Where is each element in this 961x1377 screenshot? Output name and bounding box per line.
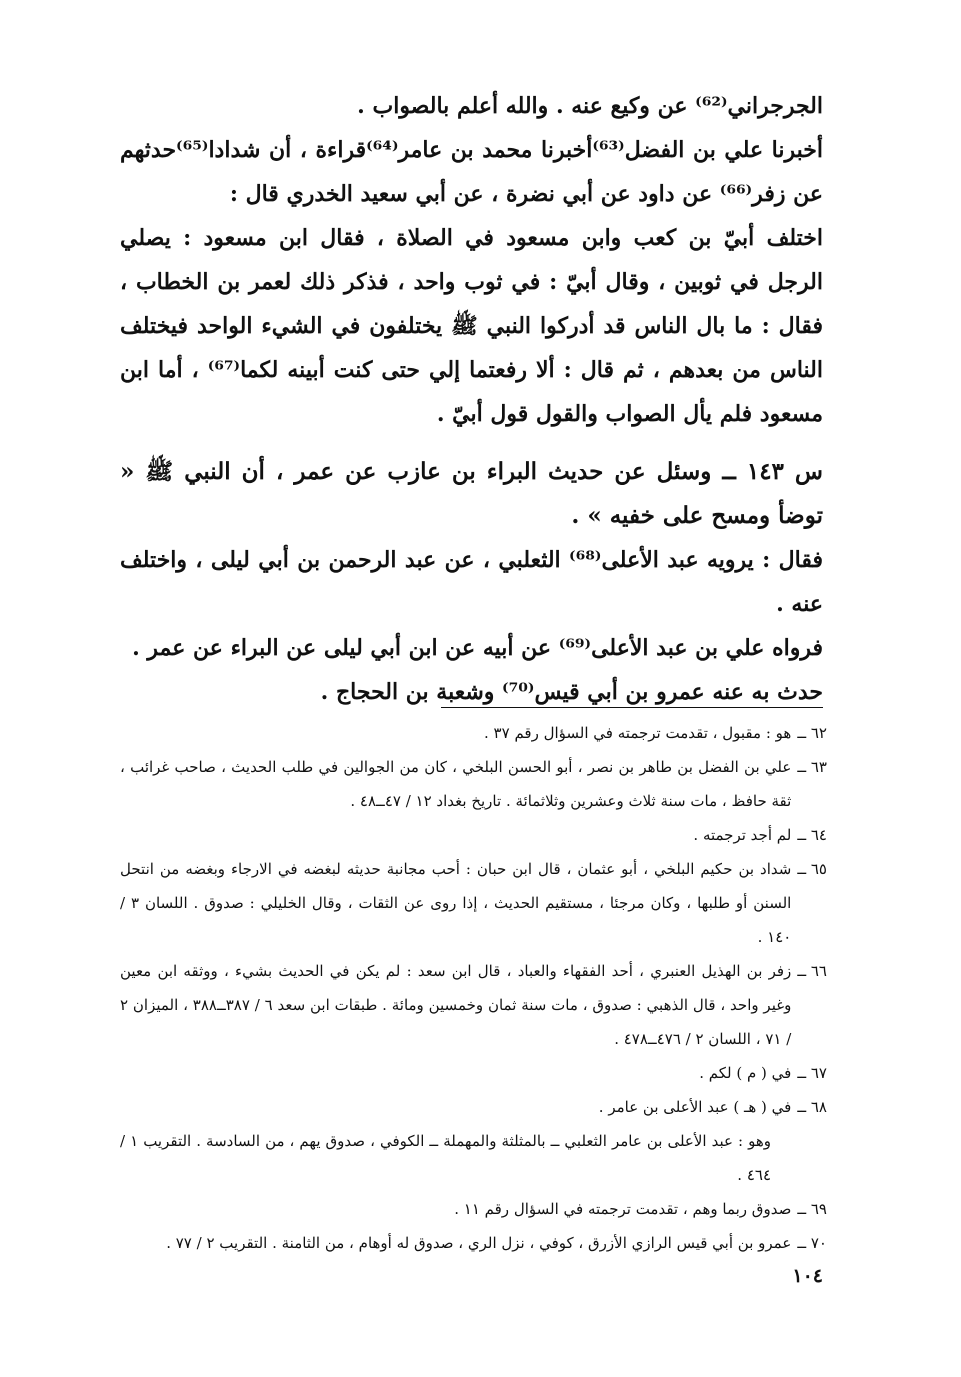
footnote-68-continuation bbox=[120, 1124, 827, 1192]
footnote-number: ٦٨ ــ bbox=[797, 1098, 827, 1116]
footnote-66 bbox=[120, 954, 827, 1056]
footnote-number: ٦٢ ــ bbox=[797, 724, 827, 742]
footnote-70 bbox=[120, 1226, 827, 1260]
paragraph-1: الجرجراني⁽⁶²⁾ عن وكيع عنه . والله أعلم بالصواب . bbox=[357, 93, 823, 119]
footnote-text: في ( م ) لكم . bbox=[699, 1064, 792, 1082]
footnote-text: عمرو بن أبي قيس الرازي الأزرق ، كوفي ، نزل الري ، صدوق له أوهام ، من الثامنة . التقريب ٢ / ٧٧ . bbox=[166, 1234, 792, 1252]
footnote-number: ٦٦ ــ bbox=[797, 962, 827, 980]
page-number: ١٠٤ bbox=[792, 1265, 823, 1287]
footnote-number: ٦٧ ــ bbox=[797, 1064, 827, 1082]
footnote-69 bbox=[120, 1192, 827, 1226]
footnote-number: ٧٠ ــ bbox=[797, 1234, 827, 1252]
footnote-64 bbox=[120, 818, 827, 852]
footnote-68 bbox=[120, 1090, 827, 1124]
footnote-text: وهو : عبد الأعلى بن عامر الثعلبي ــ بالمثلثة والمهملة ــ الكوفي ، صدوق يهم ، من السادسة . التقريب ١ / ٤٦٤ . bbox=[120, 1132, 771, 1184]
paragraph-2: أخبرنا علي بن الفضل⁽⁶³⁾أخبرنا محمد بن عامر⁽⁶⁴⁾قراءة ، أن شدادا⁽⁶⁵⁾حدثهم عن زفر⁽⁶⁶⁾ عن داود عن أبي نضرة ، عن أبي سعيد الخدري قال : bbox=[120, 137, 823, 207]
footnote-67 bbox=[120, 1056, 827, 1090]
answer-line-2: فرواه علي بن عبد الأعلى⁽⁶⁹⁾ عن أبيه عن ابن أبي ليلى عن البراء عن عمر . bbox=[132, 635, 823, 661]
footnote-text: لم أجد ترجمته . bbox=[693, 826, 792, 844]
footnote-text: زفر بن الهذيل العنبري ، أحد الفقهاء والعباد ، قال ابن سعد : لم يكن في الحديث بشيء ، ووثقه ابن معين وغير واحد ، قال الذهبي : صدوق ، مات سنة ثمان وخمسين ومائة . طبقات ابن سعد ٦ / ٣٨٧ــ٣٨٨ ، الميزان ٢ / ٧١ ، اللسان ٢ / ٤٧٦ــ٤٧٨ . bbox=[120, 962, 792, 1048]
paragraph-3: اختلف أبيّ بن كعب وابن مسعود في الصلاة ، فقال ابن مسعود : يصلي الرجل في ثوبين ، وقال أبيّ : في ثوب واحد ، فذكر ذلك لعمر بن الخطاب ، فقال : ما بال الناس قد أدركوا النبي ﷺ يختلفون في الشيء الواحد فيختلف الناس من بعدهم ، ثم قال : ألا رفعتما إلي حتى كنت أبينه لكما⁽⁶⁷⁾ ، أما ابن مسعود فلم يأل الصواب والقول قول أبيّ . bbox=[120, 225, 823, 427]
main-text bbox=[120, 84, 823, 714]
footnote-text: علي بن الفضل بن طاهر بن نصر ، أبو الحسن البلخي ، كان من الجوالين في طلب الحديث ، صاحب غرائب ، ثقة حافظ ، مات سنة ثلاث وعشرين وثلاثمائة . تاريخ بغداد ١٢ / ٤٧ــ٤٨ . bbox=[120, 758, 792, 810]
footnote-63 bbox=[120, 750, 827, 818]
footnote-divider bbox=[441, 707, 823, 708]
footnote-text: شداد بن حكيم البلخي ، أبو عثمان ، قال ابن حبان : أحب مجانبة حديثه لبغضه في الارجاء وبغضه من انتحل السنن أو طلبها ، وكان مرجئا ، مستقيم الحديث ، إذا روى عن الثقات ، وقال الخليلي : صدوق . اللسان ٣ / ١٤٠ . bbox=[120, 860, 792, 946]
footnote-number: ٦٥ ــ bbox=[797, 860, 827, 878]
footnotes bbox=[120, 716, 827, 1260]
footnote-text: هو : مقبول ، تقدمت ترجمته في السؤال رقم ٣٧ . bbox=[484, 724, 792, 742]
footnote-text: في ( هـ ) عبد الأعلى بن عامر . bbox=[598, 1098, 792, 1116]
footnote-number: ٦٣ ــ bbox=[797, 758, 827, 776]
footnote-text: صدوق ربما وهم ، تقدمت ترجمته في السؤال رقم ١١ . bbox=[454, 1200, 792, 1218]
footnote-number: ٦٤ ــ bbox=[797, 826, 827, 844]
footnote-65 bbox=[120, 852, 827, 954]
footnote-number: ٦٩ ــ bbox=[797, 1200, 827, 1218]
footnote-62 bbox=[120, 716, 827, 750]
answer-line-1: فقال : يرويه عبد الأعلى⁽⁶⁸⁾ الثعلبي ، عن عبد الرحمن بن أبي ليلى ، واختلف عنه . bbox=[120, 547, 823, 617]
answer-line-3: حدث به عنه عمرو بن أبي قيس⁽⁷⁰⁾ وشعبة بن الحجاج . bbox=[320, 679, 823, 705]
question-143: س ١٤٣ ــ وسئل عن حديث البراء بن عازب عن عمر ، أن النبي ﷺ « توضأ ومسح على خفيه » . bbox=[120, 458, 823, 529]
